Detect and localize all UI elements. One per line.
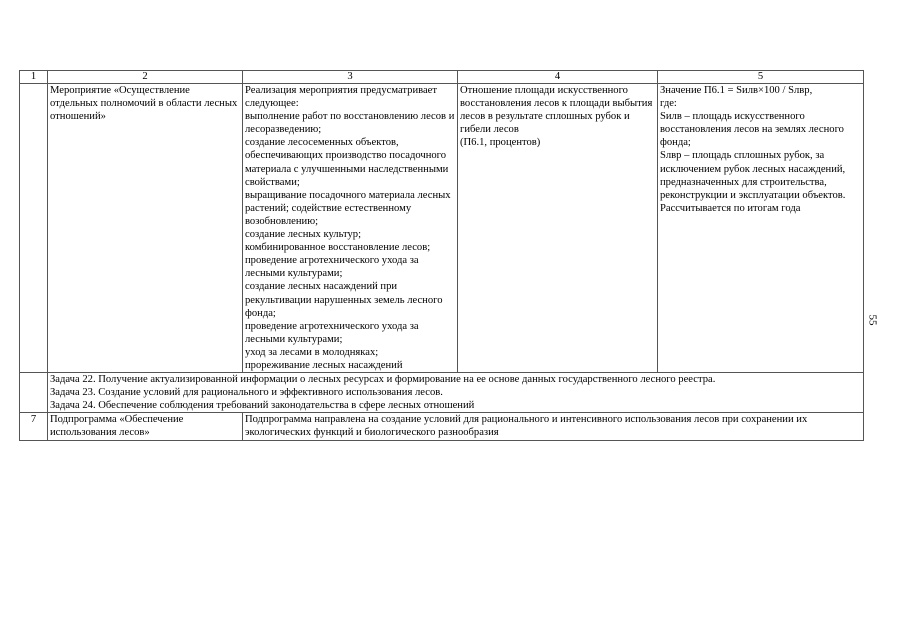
header-cell-5: 5 bbox=[658, 71, 864, 84]
table-row bbox=[20, 84, 864, 373]
program-table bbox=[19, 70, 864, 441]
row-number: 7 bbox=[20, 413, 48, 440]
tasks-text: Задача 22. Получение актуализированной информации о лесных ресурсах и формирование на ее основе данных государственного лесного реестра. Задача 23. Создание условий для рационального и эффективного использования лесов. Задача 24. Обеспечение соблюдения требований законодательства в сфере лесных отношений bbox=[48, 373, 864, 413]
row-number bbox=[20, 84, 48, 373]
subprogram-description: Подпрограмма направлена на создание условий для рационального и интенсивного использования лесов при сохранении их экологических функций и биологического разнообразия bbox=[243, 413, 864, 440]
row-number bbox=[20, 373, 48, 413]
activity-name: Мероприятие «Осуществление отдельных полномочий в области лесных отношений» bbox=[48, 84, 243, 373]
header-cell-1: 1 bbox=[20, 71, 48, 84]
subprogram-name: Подпрограмма «Обеспечение использования лесов» bbox=[48, 413, 243, 440]
activity-description: Реализация мероприятия предусматривает следующее: выполнение работ по восстановлению лесов и лесоразведению; создание лесосеменных объектов, обеспечивающих производство посадочного материала с улучшенными наследственными свойствами; выращивание посадочного материала лесных растений; содействие естественному возобновлению; создание лесных культур; комбинированное восстановление лесов; проведение агротехнического ухода за лесными культурами; создание лесных насаждений при рекультивации нарушенных земель лесного фонда; проведение агротехнического ухода за лесными культурами; уход за лесами в молодняках; прореживание лесных насаждений bbox=[243, 84, 458, 373]
indicator-name: Отношение площади искусственного восстановления лесов к площади выбытия лесов в результате сплошных рубок и гибели лесов (П6.1, процентов) bbox=[458, 84, 658, 373]
header-row bbox=[20, 71, 864, 84]
page-number: 55 bbox=[866, 314, 879, 326]
header-cell-2: 2 bbox=[48, 71, 243, 84]
table-row bbox=[20, 373, 864, 413]
table-row bbox=[20, 413, 864, 440]
indicator-formula: Значение П6.1 = Sилв×100 / Sлвр, где: Sилв – площадь искусственного восстановления лесов на землях лесного фонда; Sлвр – площадь сплошных рубок, за исключением рубок лесных насаждений, предназначенных для строительства, реконструкции и эксплуатации объектов. Рассчитывается по итогам года bbox=[658, 84, 864, 373]
header-cell-4: 4 bbox=[458, 71, 658, 84]
header-cell-3: 3 bbox=[243, 71, 458, 84]
